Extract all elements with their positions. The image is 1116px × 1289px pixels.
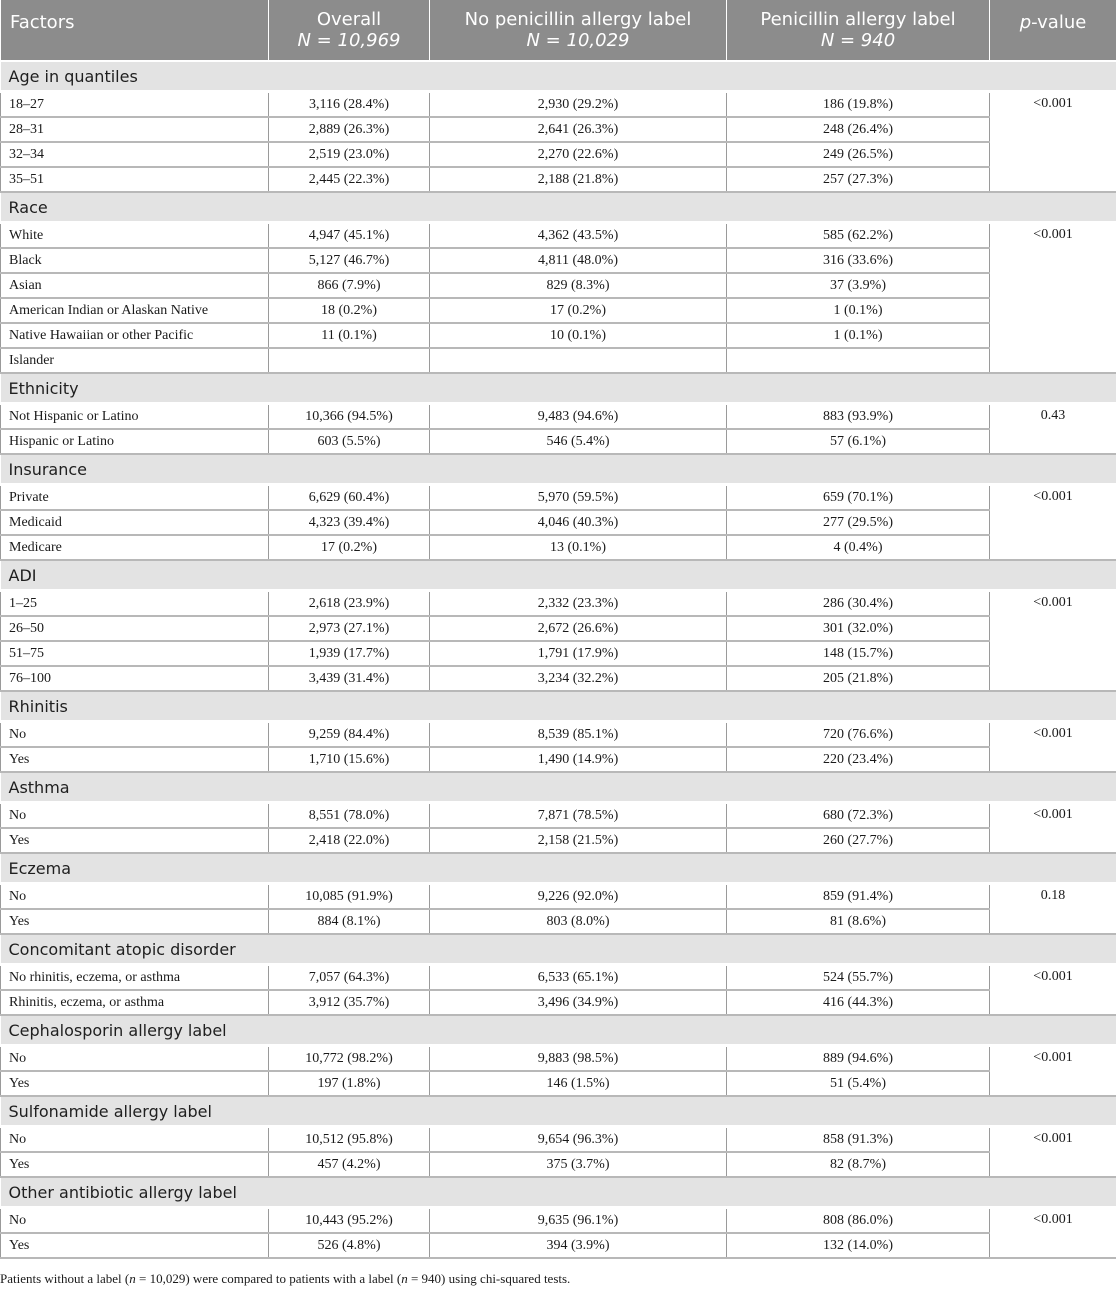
label-cell: 524 (55.7%) (727, 965, 990, 991)
row-label: Medicare (1, 535, 269, 560)
table-row (1, 404, 1116, 430)
no-label-cell: 394 (3.9%) (430, 1233, 727, 1258)
label-cell: 257 (27.3%) (727, 167, 990, 192)
table-row (1, 965, 1116, 991)
label-cell: 889 (94.6%) (727, 1046, 990, 1072)
label-cell: 659 (70.1%) (727, 485, 990, 511)
section-header-row (1, 772, 1116, 803)
label-cell: 1 (0.1%) (727, 323, 990, 348)
overall-cell: 6,629 (60.4%) (269, 485, 430, 511)
row-label: Yes (1, 1233, 269, 1258)
label-cell: 260 (27.7%) (727, 828, 990, 853)
label-cell: 1 (0.1%) (727, 298, 990, 323)
table-row (1, 1233, 1116, 1258)
row-label: No (1, 803, 269, 829)
label-cell: 585 (62.2%) (727, 223, 990, 249)
table-row (1, 722, 1116, 748)
row-label: No (1, 1208, 269, 1234)
table-row (1, 1071, 1116, 1096)
row-label: 26–50 (1, 616, 269, 641)
footnote-n1: n (129, 1271, 136, 1286)
row-label: 18–27 (1, 92, 269, 118)
p-value-cell: <0.001 (990, 591, 1116, 692)
p-value-cell: <0.001 (990, 485, 1116, 561)
overall-cell: 197 (1.8%) (269, 1071, 430, 1096)
header-pvalue (990, 0, 1116, 61)
row-label: Rhinitis, eczema, or asthma (1, 990, 269, 1015)
header-label (727, 0, 990, 61)
table-row (1, 591, 1116, 617)
no-label-cell: 2,158 (21.5%) (430, 828, 727, 853)
label-cell: 81 (8.6%) (727, 909, 990, 934)
table-row (1, 803, 1116, 829)
no-label-cell: 1,791 (17.9%) (430, 641, 727, 666)
table-row (1, 616, 1116, 641)
overall-cell: 2,618 (23.9%) (269, 591, 430, 617)
table-row (1, 485, 1116, 511)
no-label-cell: 829 (8.3%) (430, 273, 727, 298)
row-label: Yes (1, 1071, 269, 1096)
no-label-cell: 13 (0.1%) (430, 535, 727, 560)
row-label: 1–25 (1, 591, 269, 617)
label-cell: 316 (33.6%) (727, 248, 990, 273)
no-label-cell: 1,490 (14.9%) (430, 747, 727, 772)
table-row (1, 828, 1116, 853)
overall-cell: 4,947 (45.1%) (269, 223, 430, 249)
no-label-cell: 4,362 (43.5%) (430, 223, 727, 249)
p-value-cell: 0.18 (990, 884, 1116, 935)
section-header-row (1, 61, 1116, 92)
no-label-cell: 3,234 (32.2%) (430, 666, 727, 691)
no-label-cell: 4,811 (48.0%) (430, 248, 727, 273)
overall-cell: 2,519 (23.0%) (269, 142, 430, 167)
table-row (1, 510, 1116, 535)
row-label: Native Hawaiian or other Pacific (1, 323, 269, 348)
overall-cell: 1,939 (17.7%) (269, 641, 430, 666)
section-header-row (1, 373, 1116, 404)
row-label: Medicaid (1, 510, 269, 535)
label-cell: 680 (72.3%) (727, 803, 990, 829)
overall-cell (269, 348, 430, 373)
table-row (1, 990, 1116, 1015)
overall-cell: 2,418 (22.0%) (269, 828, 430, 853)
section-header-row (1, 192, 1116, 223)
overall-cell: 10,366 (94.5%) (269, 404, 430, 430)
overall-cell: 1,710 (15.6%) (269, 747, 430, 772)
no-label-cell (430, 348, 727, 373)
no-label-cell: 3,496 (34.9%) (430, 990, 727, 1015)
no-label-cell: 2,332 (23.3%) (430, 591, 727, 617)
table-row (1, 1127, 1116, 1153)
label-cell: 4 (0.4%) (727, 535, 990, 560)
label-cell: 301 (32.0%) (727, 616, 990, 641)
overall-cell: 2,445 (22.3%) (269, 167, 430, 192)
no-label-cell: 17 (0.2%) (430, 298, 727, 323)
no-label-cell: 2,188 (21.8%) (430, 167, 727, 192)
table-row (1, 884, 1116, 910)
overall-cell: 10,772 (98.2%) (269, 1046, 430, 1072)
no-label-cell: 2,672 (26.6%) (430, 616, 727, 641)
no-label-cell: 9,483 (94.6%) (430, 404, 727, 430)
header-pvalue-rest: -value (1031, 12, 1087, 33)
no-label-cell: 546 (5.4%) (430, 429, 727, 454)
no-label-cell: 9,226 (92.0%) (430, 884, 727, 910)
row-label: Yes (1, 1152, 269, 1177)
p-value-cell: <0.001 (990, 803, 1116, 854)
overall-cell: 9,259 (84.4%) (269, 722, 430, 748)
section-title: Asthma (1, 772, 1116, 803)
table-row (1, 535, 1116, 560)
label-cell: 205 (21.8%) (727, 666, 990, 691)
overall-cell: 2,889 (26.3%) (269, 117, 430, 142)
overall-cell: 11 (0.1%) (269, 323, 430, 348)
table-row (1, 666, 1116, 691)
header-label-n: N = 940 (820, 30, 896, 51)
row-label: 28–31 (1, 117, 269, 142)
no-label-cell: 6,533 (65.1%) (430, 965, 727, 991)
row-label: Not Hispanic or Latino (1, 404, 269, 430)
label-cell: 132 (14.0%) (727, 1233, 990, 1258)
row-label: 35–51 (1, 167, 269, 192)
label-cell: 883 (93.9%) (727, 404, 990, 430)
row-label: Hispanic or Latino (1, 429, 269, 454)
table-row (1, 429, 1116, 454)
p-value-cell: <0.001 (990, 223, 1116, 374)
row-label: Black (1, 248, 269, 273)
overall-cell: 18 (0.2%) (269, 298, 430, 323)
row-label: Islander (1, 348, 269, 373)
row-label: Yes (1, 909, 269, 934)
label-cell: 186 (19.8%) (727, 92, 990, 118)
overall-cell: 3,116 (28.4%) (269, 92, 430, 118)
section-title: Insurance (1, 454, 1116, 485)
label-cell: 82 (8.7%) (727, 1152, 990, 1177)
label-cell: 858 (91.3%) (727, 1127, 990, 1153)
overall-cell: 3,439 (31.4%) (269, 666, 430, 691)
section-title: Other antibiotic allergy label (1, 1177, 1116, 1208)
section-title: Cephalosporin allergy label (1, 1015, 1116, 1046)
table-row (1, 117, 1116, 142)
table-body (1, 61, 1116, 1258)
table-row (1, 747, 1116, 772)
p-value-cell: <0.001 (990, 1208, 1116, 1259)
table-header (1, 0, 1116, 61)
p-value-cell: <0.001 (990, 92, 1116, 193)
table-row (1, 1152, 1116, 1177)
row-label: No (1, 722, 269, 748)
table-row (1, 323, 1116, 348)
table-row (1, 92, 1116, 118)
table-row (1, 641, 1116, 666)
label-cell: 277 (29.5%) (727, 510, 990, 535)
row-label: No (1, 884, 269, 910)
no-label-cell: 5,970 (59.5%) (430, 485, 727, 511)
label-cell: 57 (6.1%) (727, 429, 990, 454)
no-label-cell: 7,871 (78.5%) (430, 803, 727, 829)
no-label-cell: 803 (8.0%) (430, 909, 727, 934)
section-header-row (1, 1096, 1116, 1127)
row-label: White (1, 223, 269, 249)
section-title: Race (1, 192, 1116, 223)
table-row (1, 298, 1116, 323)
table-row (1, 1046, 1116, 1072)
section-title: ADI (1, 560, 1116, 591)
p-value-cell: <0.001 (990, 1127, 1116, 1178)
p-value-cell: <0.001 (990, 1046, 1116, 1097)
section-header-row (1, 1015, 1116, 1046)
row-label: Asian (1, 273, 269, 298)
label-cell: 148 (15.7%) (727, 641, 990, 666)
table-row (1, 909, 1116, 934)
section-title: Sulfonamide allergy label (1, 1096, 1116, 1127)
header-no-label-n: N = 10,029 (526, 30, 630, 51)
table-row (1, 248, 1116, 273)
no-label-cell: 2,930 (29.2%) (430, 92, 727, 118)
header-factors: Factors (1, 0, 269, 61)
p-value-cell: <0.001 (990, 965, 1116, 1016)
section-header-row (1, 454, 1116, 485)
section-title: Rhinitis (1, 691, 1116, 722)
row-label: Yes (1, 828, 269, 853)
label-cell: 286 (30.4%) (727, 591, 990, 617)
no-label-cell: 10 (0.1%) (430, 323, 727, 348)
header-pvalue-p: p (1019, 12, 1032, 33)
header-label-label: Penicillin allergy label (760, 9, 956, 30)
overall-cell: 10,443 (95.2%) (269, 1208, 430, 1234)
no-label-cell: 2,641 (26.3%) (430, 117, 727, 142)
header-overall (269, 0, 430, 61)
overall-cell: 884 (8.1%) (269, 909, 430, 934)
row-label: No rhinitis, eczema, or asthma (1, 965, 269, 991)
row-label: 51–75 (1, 641, 269, 666)
footnote-part2: = 10,029) were compared to patients with a label ( (135, 1271, 402, 1286)
overall-cell: 4,323 (39.4%) (269, 510, 430, 535)
table-row (1, 167, 1116, 192)
overall-cell: 5,127 (46.7%) (269, 248, 430, 273)
overall-cell: 2,973 (27.1%) (269, 616, 430, 641)
overall-cell: 17 (0.2%) (269, 535, 430, 560)
row-label: American Indian or Alaskan Native (1, 298, 269, 323)
overall-cell: 457 (4.2%) (269, 1152, 430, 1177)
footnote-n2: n (401, 1271, 408, 1286)
section-title: Concomitant atopic disorder (1, 934, 1116, 965)
section-title: Eczema (1, 853, 1116, 884)
table-row (1, 273, 1116, 298)
row-label: No (1, 1046, 269, 1072)
label-cell: 720 (76.6%) (727, 722, 990, 748)
section-header-row (1, 853, 1116, 884)
section-header-row (1, 691, 1116, 722)
label-cell (727, 348, 990, 373)
section-title: Ethnicity (1, 373, 1116, 404)
label-cell: 37 (3.9%) (727, 273, 990, 298)
overall-cell: 866 (7.9%) (269, 273, 430, 298)
overall-cell: 526 (4.8%) (269, 1233, 430, 1258)
table-row (1, 223, 1116, 249)
section-header-row (1, 934, 1116, 965)
row-label: Yes (1, 747, 269, 772)
table-row (1, 348, 1116, 373)
footnote-part3: = 940) using chi-squared tests. (407, 1271, 571, 1286)
footnote-part1: Patients without a label ( (0, 1271, 130, 1286)
label-cell: 248 (26.4%) (727, 117, 990, 142)
header-no-label-label: No penicillin allergy label (464, 9, 692, 30)
label-cell: 249 (26.5%) (727, 142, 990, 167)
p-value-cell: 0.43 (990, 404, 1116, 455)
overall-cell: 7,057 (64.3%) (269, 965, 430, 991)
footnote (0, 1271, 570, 1287)
header-overall-label: Overall (316, 9, 382, 30)
no-label-cell: 2,270 (22.6%) (430, 142, 727, 167)
section-header-row (1, 560, 1116, 591)
header-no-label (430, 0, 727, 61)
label-cell: 220 (23.4%) (727, 747, 990, 772)
label-cell: 416 (44.3%) (727, 990, 990, 1015)
section-title: Age in quantiles (1, 61, 1116, 92)
row-label: No (1, 1127, 269, 1153)
overall-cell: 10,512 (95.8%) (269, 1127, 430, 1153)
overall-cell: 8,551 (78.0%) (269, 803, 430, 829)
table-row (1, 1208, 1116, 1234)
table-row (1, 142, 1116, 167)
no-label-cell: 375 (3.7%) (430, 1152, 727, 1177)
no-label-cell: 9,883 (98.5%) (430, 1046, 727, 1072)
overall-cell: 3,912 (35.7%) (269, 990, 430, 1015)
section-header-row (1, 1177, 1116, 1208)
row-label: Private (1, 485, 269, 511)
overall-cell: 603 (5.5%) (269, 429, 430, 454)
header-overall-n: N = 10,969 (297, 30, 401, 51)
overall-cell: 10,085 (91.9%) (269, 884, 430, 910)
p-value-cell: <0.001 (990, 722, 1116, 773)
row-label: 32–34 (1, 142, 269, 167)
label-cell: 808 (86.0%) (727, 1208, 990, 1234)
row-label: 76–100 (1, 666, 269, 691)
no-label-cell: 4,046 (40.3%) (430, 510, 727, 535)
no-label-cell: 146 (1.5%) (430, 1071, 727, 1096)
no-label-cell: 9,654 (96.3%) (430, 1127, 727, 1153)
label-cell: 51 (5.4%) (727, 1071, 990, 1096)
no-label-cell: 9,635 (96.1%) (430, 1208, 727, 1234)
label-cell: 859 (91.4%) (727, 884, 990, 910)
no-label-cell: 8,539 (85.1%) (430, 722, 727, 748)
